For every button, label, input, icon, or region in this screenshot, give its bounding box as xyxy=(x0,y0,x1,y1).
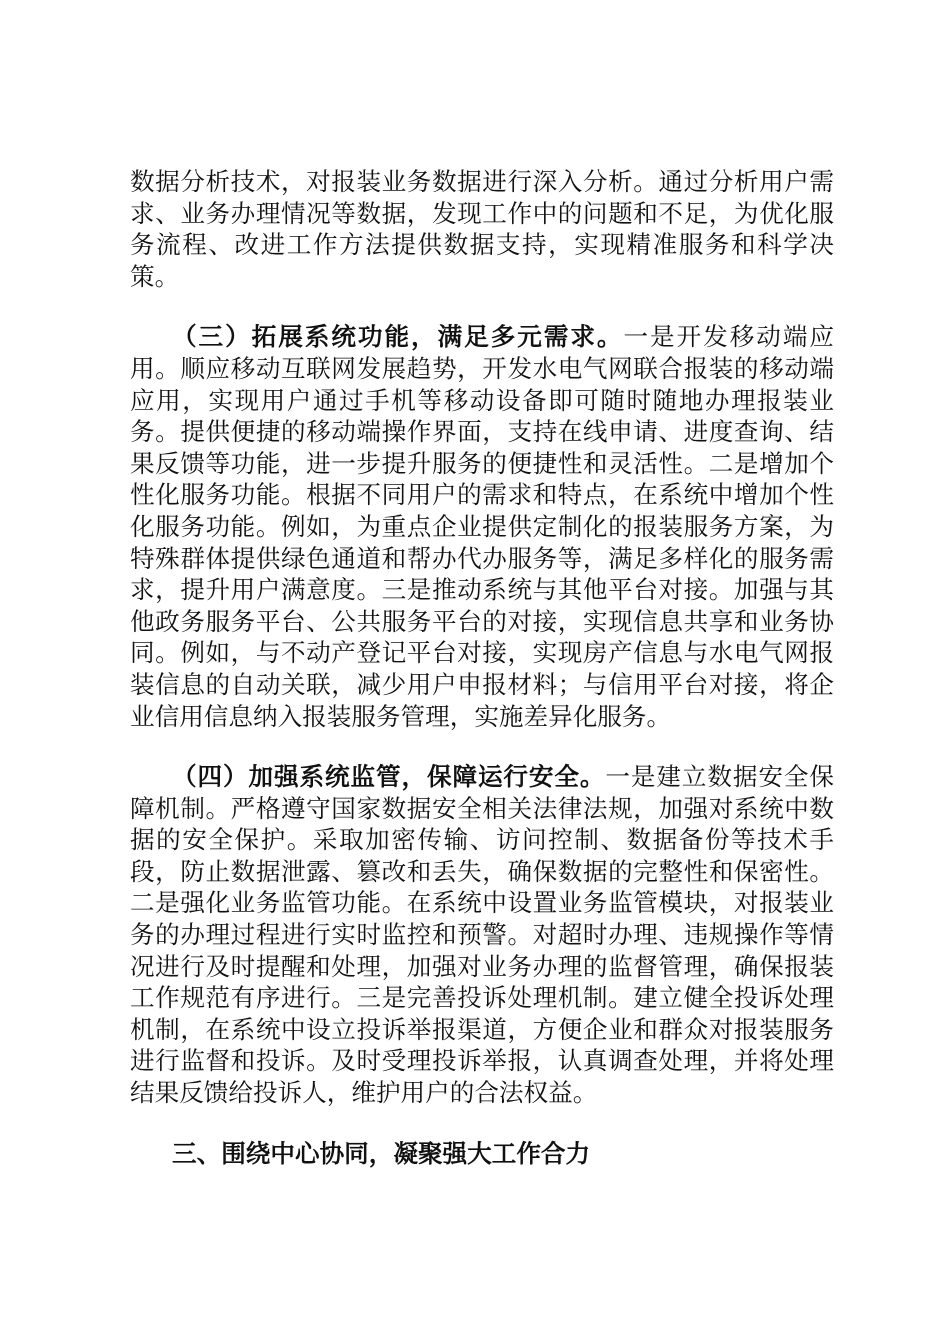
paragraph-text: 一是开发移动端应用。顺应移动互联网发展趋势，开发水电气网联合报装的移动端应用，实现用户通过手机等移动设备即可随时随地办理报装业务。提供便捷的移动端操作界面，支持在线申请、进度查询、结果反馈等功能，进一步提升服务的便捷性和灵活性。二是增加个性化服务功能。根据不同用户的需求和特点，在系统中增加个性化服务功能。例如，为重点企业提供定制化的报装服务方案，为特殊群体提供绿色通道和帮办代办服务等，满足多样化的服务需求，提升用户满意度。三是推动系统与其他平台对接。加强与其他政务服务平台、公共服务平台的对接，实现信息共享和业务协同。例如，与不动产登记平台对接，实现房产信息与水电气网报装信息的自动关联，减少用户申报材料；与信用平台对接，将企业信用信息纳入报装服务管理，实施差异化服务。 xyxy=(130,322,834,731)
paragraph-system-supervision xyxy=(130,761,834,1109)
document-body xyxy=(130,166,834,1169)
paragraph-text: 一是建立数据安全保障机制。严格遵守国家数据安全相关法律法规，加强对系统中数据的安全保护。采取加密传输、访问控制、数据备份等技术手段，防止数据泄露、篡改和丢失，确保数据的完整性和保密性。二是强化业务监管功能。在系统中设置业务监管模块，对报装业务的办理过程进行实时监控和预警。对超时办理、违规操作等情况进行及时提醒和处理，加强对业务办理的监督管理，确保报装工作规范有序进行。三是完善投诉处理机制。建立健全投诉处理机制，在系统中设立投诉举报渠道，方便企业和群众对报装服务进行监督和投诉。及时受理投诉举报，认真调查处理，并将处理结果反馈给投诉人，维护用户的合法权益。 xyxy=(130,762,834,1108)
paragraph-lead-heading: （三）拓展系统功能，满足多元需求。 xyxy=(172,322,624,352)
paragraph-lead-heading: （四）加强系统监管，保障运行安全。 xyxy=(172,762,606,792)
paragraph-expand-functions xyxy=(130,321,834,732)
section-heading: 三、围绕中心协同，凝聚强大工作合力 xyxy=(172,1138,591,1168)
paragraph-text: 数据分析技术，对报装业务数据进行深入分析。通过分析用户需求、业务办理情况等数据，发现工作中的问题和不足，为优化服务流程、改进工作方法提供数据支持，实现精准服务和科学决策。 xyxy=(130,167,834,291)
paragraph-data-analysis xyxy=(130,166,834,292)
